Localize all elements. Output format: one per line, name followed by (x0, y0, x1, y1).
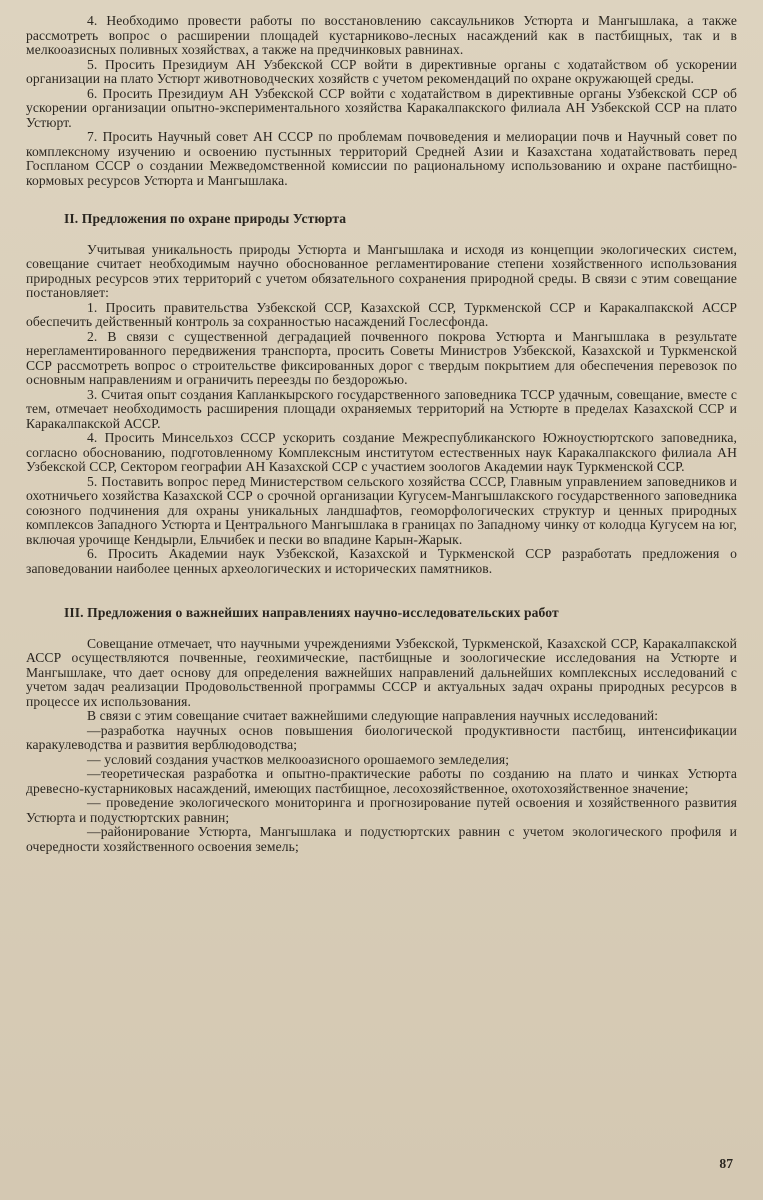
section3-item-1: —разработка научных основ повышения биологической продуктивности пастбищ, интенсификации каракулеводства и развития верблюдоводства; (26, 722, 737, 752)
section3-item-2: — условий создания участков мелкооазисного орошаемого земледелия; (87, 751, 510, 767)
section2-item-4: 4. Просить Минсельхоз СССР ускорить создание Межреспубликанского Южноустюртского заповедника, согласно обоснованию, подготовленному Комплексным институтом естественных наук Каракалпакского филиала АН Узбекской ССР, Сектором географии АН Казахской ССР с участием зоологов Академии наук Туркменской ССР. (26, 430, 737, 474)
section3-item-4: — проведение экологического мониторинга и прогнозирование путей освоения и хозяйственного развития Устюрта и подустюртских равнин; (26, 795, 737, 825)
section3-lead: В связи с этим совещание считает важнейшими следующие направления научных исследований: (87, 708, 659, 723)
section3-item-5: —районирование Устюрта, Мангышлака и подустюртских равнин с учетом экологического профиля и очередности хозяйственного освоения земель; (26, 824, 737, 854)
section2-heading: II. Предложения по охране природы Устюрта (64, 211, 347, 226)
page-body (26, 14, 737, 854)
page-number: 87 (719, 1156, 733, 1171)
section3-heading: III. Предложения о важнейших направлениях научно-исследовательских работ (64, 605, 559, 620)
section2-item-3: 3. Считая опыт создания Капланкырского государственного заповедника ТССР удачным, совещание, вместе с тем, отмечает необходимость расширения площади охраняемых территорий на Устюрте в пределах Казахской ССР и Каракалпакской АССР. (26, 386, 737, 431)
section1-item-7: 7. Просить Научный совет АН СССР по проблемам почвоведения и мелиорации почв и Научный совет по комплексному изучению и освоению пустынных территорий Средней Азии и Казахстана ходатайствовать перед Госпланом СССР о создании Межведомственной комиссии по рациональному использованию и охране пастбищно-кормовых ресурсов Устюрта и Мангышлака. (26, 129, 737, 188)
section3-intro: Совещание отмечает, что научными учреждениями Узбекской, Туркменской, Казахской ССР, Каракалпакской АССР осуществляются почвенные, геохимические, пастбищные и зоологические исследования на Устюрте и Мангышлаке, что дает основу для определения важнейших направлений дальнейших комплексных исследований с учетом задач реализации Продовольственной программы СССР и актуальных задач охраны природных ресурсов в процессе их использования. (26, 635, 737, 709)
section2-item-1: 1. Просить правительства Узбекской ССР, Казахской ССР, Туркменской ССР и Каракалпакской АССР обеспечить действенный контроль за сохранностью насаждений Гослесфонда. (26, 299, 737, 329)
section2-item-6: 6. Просить Академии наук Узбекской, Казахской и Туркменской ССР разработать предложения о заповедовании наиболее ценных археологических и исторических памятников. (26, 546, 737, 576)
section1-item-5: 5. Просить Президиум АН Узбекской ССР войти в директивные органы с ходатайством об ускорении организации на плато Устюрт животноводческих хозяйств с учетом рекомендаций по охране окружающей среды. (26, 56, 737, 86)
section1-item-4: 4. Необходимо провести работы по восстановлению саксаульников Устюрта и Мангышлака, а также рассмотреть вопрос о расширении площадей кустарниково-лесных насаждений как в пастбищных, так и в мелкооазисных поливных хозяйствах, а также на предчинковых равнинах. (26, 13, 737, 57)
section3-item-3: —теоретическая разработка и опытно-практические работы по созданию на плато и чинках Устюрта древесно-кустарниковых насаждений, имеющих пастбищное, лесохозяйственное, охотохозяйственное значение; (26, 766, 737, 796)
section2-item-2: 2. В связи с существенной деградацией почвенного покрова Устюрта и Мангышлака в результате нерегламентированного передвижения транспорта, просить Советы Министров Узбекской, Казахской и Туркменской ССР рассмотреть вопрос о строительстве фиксированных дорог с твердым покрытием для обеспечения перевозок по основным направлениям и ограничить переезды по бездорожью. (26, 328, 737, 387)
section2-intro: Учитывая уникальность природы Устюрта и Мангышлака и исходя из концепции экологических систем, совещание считает необходимым научно обоснованное регламентирование степени хозяйственного использования природных ресурсов этих территорий с учетом обязательного сохранения природной среды. В связи с этим совещание постановляет: (26, 241, 737, 300)
section2-item-5: 5. Поставить вопрос перед Министерством сельского хозяйства СССР, Главным управлением заповедников и охотничьего хозяйства Казахской ССР о срочной организации Кугусем-Мангышлакского государственного заповедника союзного подчинения для охраны уникальных ландшафтов, геоморфологических структур и ценных природных комплексов Западного Устюрта и Центрального Мангышлака в границах по Западному чинку от колодца Кугусем на юг, включая урочище Кендырли, Ельчибек и пески во впадине Карын-Жарык. (26, 473, 737, 547)
section1-item-6: 6. Просить Президиум АН Узбекской ССР войти с ходатайством в директивные органы Узбекской ССР об ускорении организации опытно-экспериментального хозяйства Каракалпакского филиала АН Узбекской ССР на плато Устюрт. (26, 85, 737, 130)
